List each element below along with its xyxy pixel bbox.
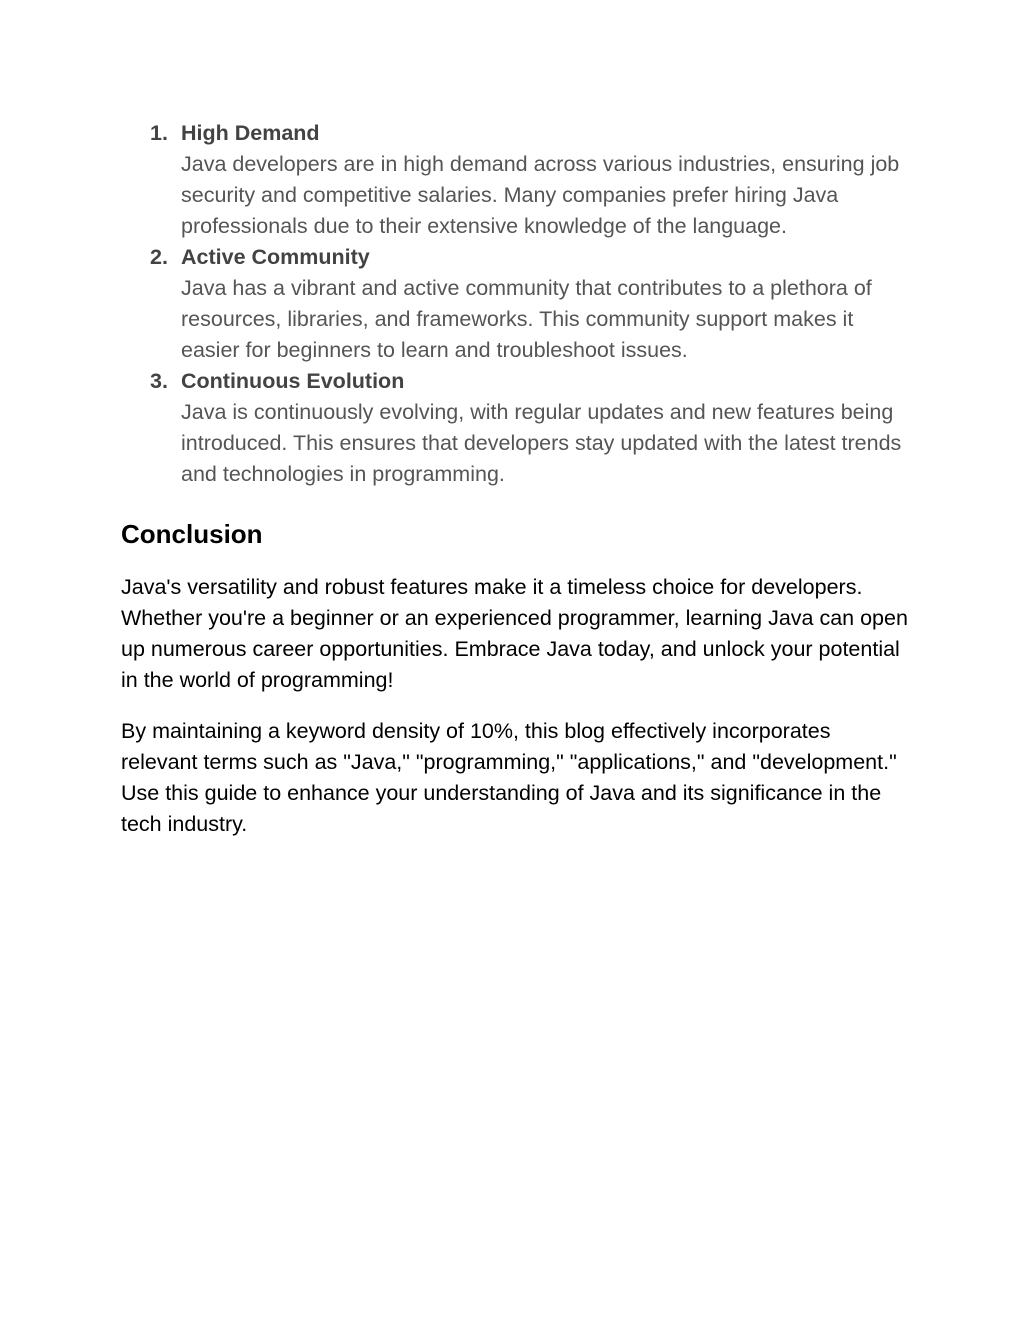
list-item xyxy=(121,242,911,366)
benefits-list xyxy=(121,118,911,490)
list-item-description: Java developers are in high demand across various industries, ensuring job security and competitive salaries. Many companies prefer hiring Java professionals due to their extensive knowledge of the language. xyxy=(181,152,900,238)
list-item-title: Continuous Evolution xyxy=(181,369,405,393)
list-item xyxy=(121,366,911,490)
conclusion-paragraph: Java's versatility and robust features make it a timeless choice for developers. Whether you're a beginner or an experienced programmer, learning Java can open up numerous career opportunities. Embrace Java today, and unlock your potential in the world of programming! xyxy=(121,575,908,692)
list-item-description: Java is continuously evolving, with regular updates and new features being introduced. This ensures that developers stay updated with the latest trends and technologies in programming. xyxy=(181,400,902,486)
list-item-title: High Demand xyxy=(181,121,320,145)
list-item-number: 1. xyxy=(150,121,168,145)
list-item-number: 2. xyxy=(150,245,168,269)
list-item-title: Active Community xyxy=(181,245,370,269)
list-item-number: 3. xyxy=(150,369,168,393)
keyword-paragraph: By maintaining a keyword density of 10%, this blog effectively incorporates relevant terms such as "Java," "programming," "applications," and "development." Use this guide to enhance your understanding of Java and its significance in the tech industry. xyxy=(121,719,897,836)
list-item xyxy=(121,118,911,242)
list-item-description: Java has a vibrant and active community that contributes to a plethora of resources, libraries, and frameworks. This community support makes it easier for beginners to learn and troubleshoot issues. xyxy=(181,276,872,362)
document-page xyxy=(121,118,911,840)
conclusion-heading: Conclusion xyxy=(121,519,263,549)
